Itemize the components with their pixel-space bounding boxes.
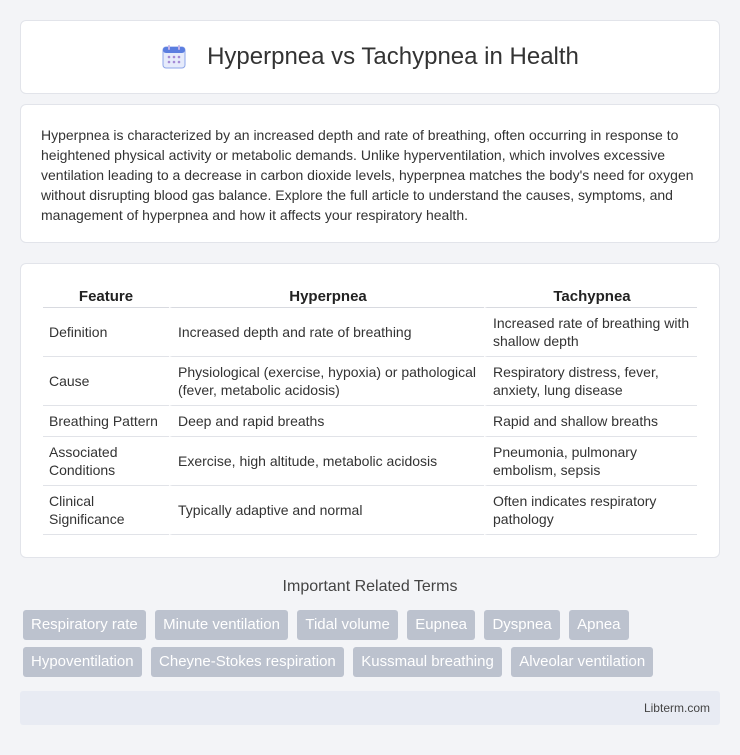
table-cell: Increased depth and rate of breathing xyxy=(169,308,484,357)
table-cell: Cause xyxy=(43,357,169,406)
table-row xyxy=(43,357,697,406)
table-cell: Increased rate of breathing with shallow depth xyxy=(484,308,697,357)
table-cell: Pneumonia, pulmonary embolism, sepsis xyxy=(484,437,697,486)
intro-text: Hyperpnea is characterized by an increased depth and rate of breathing, often occurring in response to heightened physical activity or metabolic demands. Unlike hyperventilation, which involves excessive ventilation leading to a decrease in carbon dioxide levels, hyperpnea matches the body's need for oxygen without disrupting blood gas balance. Explore the full article to understand the causes, symptoms, and management of hyperpnea and how it affects your respiratory health. xyxy=(41,127,694,223)
related-term-tag[interactable]: Minute ventilation xyxy=(155,610,288,640)
table-header-tachypnea: Tachypnea xyxy=(484,284,697,308)
comparison-table-card xyxy=(20,263,720,558)
related-term-tag[interactable]: Dyspnea xyxy=(484,610,559,640)
table-cell: Clinical Significance xyxy=(43,486,169,535)
table-row xyxy=(43,437,697,486)
table-cell: Often indicates respiratory pathology xyxy=(484,486,697,535)
related-term-tag[interactable]: Cheyne-Stokes respiration xyxy=(151,647,344,677)
table-header-hyperpnea: Hyperpnea xyxy=(169,284,484,308)
related-terms-title: Important Related Terms xyxy=(282,578,458,595)
related-term-tag[interactable]: Tidal volume xyxy=(297,610,397,640)
table-cell: Physiological (exercise, hypoxia) or pathological (fever, metabolic acidosis) xyxy=(169,357,484,406)
comparison-table xyxy=(43,284,697,535)
related-term-tag[interactable]: Respiratory rate xyxy=(23,610,146,640)
footer-site-link[interactable]: Libterm.com xyxy=(643,701,710,715)
table-cell: Typically adaptive and normal xyxy=(169,486,484,535)
table-cell: Associated Conditions xyxy=(43,437,169,486)
table-cell: Rapid and shallow breaths xyxy=(484,406,697,437)
related-term-tag[interactable]: Hypoventilation xyxy=(23,647,142,677)
intro-card xyxy=(20,104,720,243)
related-term-tag[interactable]: Eupnea xyxy=(407,610,475,640)
related-term-tag[interactable]: Alveolar ventilation xyxy=(511,647,653,677)
related-term-tag[interactable]: Apnea xyxy=(569,610,628,640)
table-row xyxy=(43,486,697,535)
table-cell: Exercise, high altitude, metabolic acidosis xyxy=(169,437,484,486)
table-cell: Definition xyxy=(43,308,169,357)
calendar-icon xyxy=(161,44,187,70)
related-term-tag[interactable]: Kussmaul breathing xyxy=(353,647,502,677)
page-title: Hyperpnea vs Tachypnea in Health xyxy=(207,43,579,70)
related-terms-list xyxy=(23,610,723,684)
header-card xyxy=(20,20,720,94)
table-cell: Respiratory distress, fever, anxiety, lung disease xyxy=(484,357,697,406)
table-header-feature: Feature xyxy=(43,284,169,308)
table-row xyxy=(43,308,697,357)
table-row xyxy=(43,406,697,437)
table-cell: Breathing Pattern xyxy=(43,406,169,437)
footer xyxy=(20,691,720,725)
table-cell: Deep and rapid breaths xyxy=(169,406,484,437)
